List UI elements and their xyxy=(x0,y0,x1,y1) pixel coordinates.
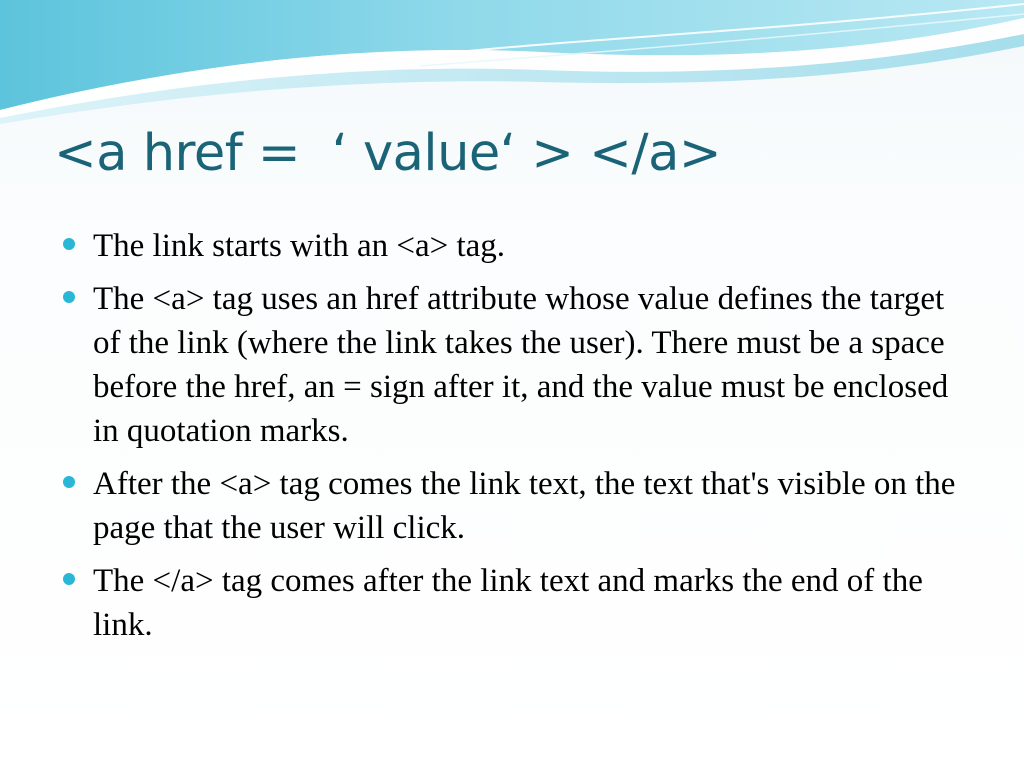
bullet-dot-icon xyxy=(63,238,75,250)
bullet-list xyxy=(60,224,970,656)
bullet-dot-icon xyxy=(63,476,75,488)
bullet-dot-icon xyxy=(63,291,75,303)
wave-header-decoration xyxy=(0,0,1024,130)
slide-title: <a href = ‘ value‘ > </a> xyxy=(54,124,722,183)
bullet-text: The <a> tag uses an href attribute whose value defines the target of the link (where the link takes the user). There must be a space before the href, an = sign after it, and the value must be enclosed in quotation marks. xyxy=(93,281,949,449)
bullet-dot-icon xyxy=(63,573,75,585)
bullet-item xyxy=(60,277,970,453)
bullet-item xyxy=(60,559,970,647)
bullet-item xyxy=(60,224,970,268)
bullet-text: The link starts with an <a> tag. xyxy=(93,228,506,264)
bullet-text: The </a> tag comes after the link text and marks the end of the link. xyxy=(93,563,923,643)
bullet-item xyxy=(60,462,970,550)
bullet-text: After the <a> tag comes the link text, the text that's visible on the page that the user will click. xyxy=(93,466,956,546)
